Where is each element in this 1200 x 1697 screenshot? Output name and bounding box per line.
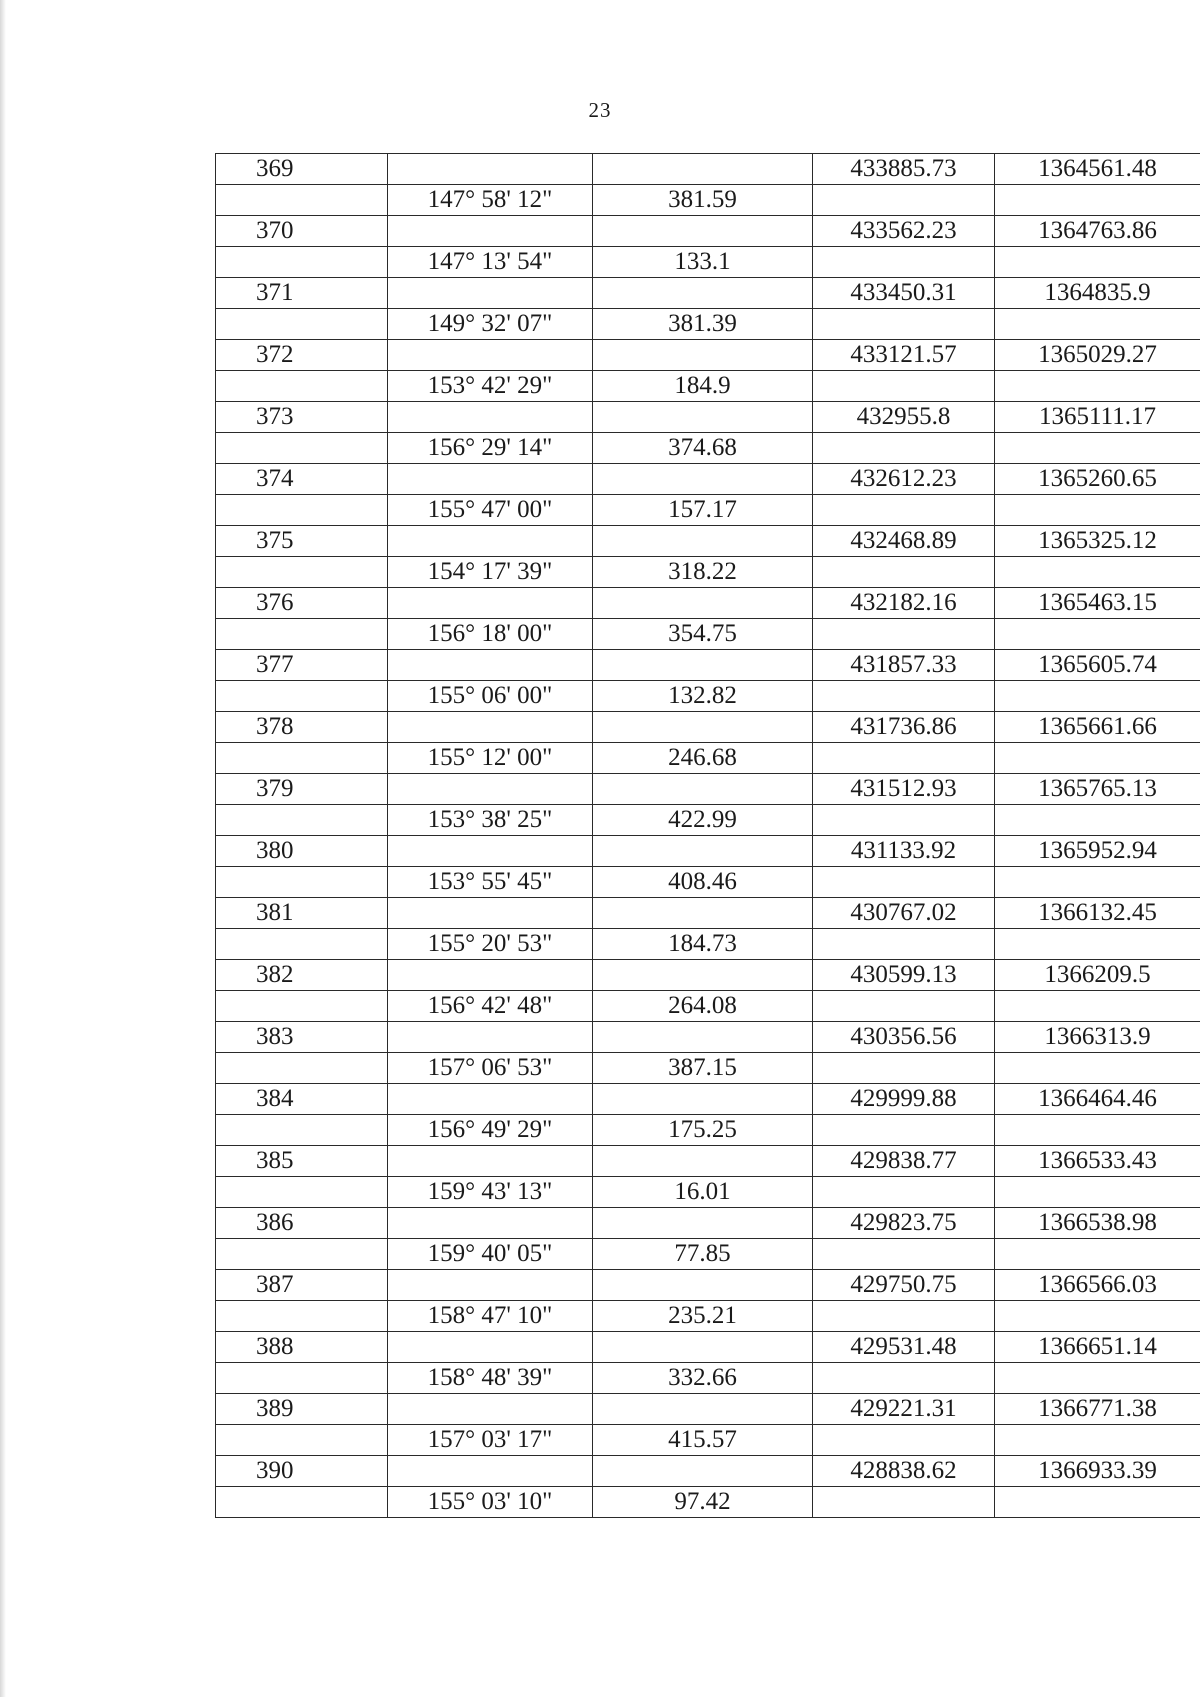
distance-cell: 264.08 bbox=[593, 991, 813, 1022]
leg-row bbox=[216, 1239, 1200, 1270]
northing-cell: 1365952.94 bbox=[995, 836, 1200, 867]
easting-cell: 433450.31 bbox=[813, 278, 995, 309]
leg-row bbox=[216, 867, 1200, 898]
bearing-cell: 153° 55' 45" bbox=[388, 867, 593, 898]
point-row bbox=[216, 526, 1200, 557]
northing-cell: 1365765.13 bbox=[995, 774, 1200, 805]
point-id-cell: 374 bbox=[216, 464, 388, 495]
empty-point-cell bbox=[216, 805, 388, 836]
northing-cell: 1366933.39 bbox=[995, 1456, 1200, 1487]
empty-point-cell bbox=[216, 1239, 388, 1270]
empty-easting-cell bbox=[813, 743, 995, 774]
distance-cell: 157.17 bbox=[593, 495, 813, 526]
empty-easting-cell bbox=[813, 929, 995, 960]
point-row bbox=[216, 898, 1200, 929]
bearing-cell: 153° 42' 29" bbox=[388, 371, 593, 402]
empty-distance-cell bbox=[593, 898, 813, 929]
point-row bbox=[216, 1208, 1200, 1239]
easting-cell: 432955.8 bbox=[813, 402, 995, 433]
empty-distance-cell bbox=[593, 154, 813, 185]
northing-cell: 1366533.43 bbox=[995, 1146, 1200, 1177]
northing-cell: 1364763.86 bbox=[995, 216, 1200, 247]
leg-row bbox=[216, 619, 1200, 650]
leg-row bbox=[216, 1425, 1200, 1456]
easting-cell: 431857.33 bbox=[813, 650, 995, 681]
northing-cell: 1365111.17 bbox=[995, 402, 1200, 433]
bearing-cell: 156° 49' 29" bbox=[388, 1115, 593, 1146]
empty-northing-cell bbox=[995, 929, 1200, 960]
distance-cell: 175.25 bbox=[593, 1115, 813, 1146]
bearing-cell: 147° 13' 54" bbox=[388, 247, 593, 278]
northing-cell: 1364835.9 bbox=[995, 278, 1200, 309]
easting-cell: 433562.23 bbox=[813, 216, 995, 247]
easting-cell: 431512.93 bbox=[813, 774, 995, 805]
northing-cell: 1365463.15 bbox=[995, 588, 1200, 619]
leg-row bbox=[216, 495, 1200, 526]
empty-distance-cell bbox=[593, 774, 813, 805]
empty-easting-cell bbox=[813, 371, 995, 402]
distance-cell: 97.42 bbox=[593, 1487, 813, 1518]
point-row bbox=[216, 1456, 1200, 1487]
empty-point-cell bbox=[216, 495, 388, 526]
scan-edge-shadow bbox=[0, 0, 6, 1697]
easting-cell: 430599.13 bbox=[813, 960, 995, 991]
bearing-cell: 157° 06' 53" bbox=[388, 1053, 593, 1084]
easting-cell: 432182.16 bbox=[813, 588, 995, 619]
bearing-cell: 149° 32' 07" bbox=[388, 309, 593, 340]
empty-bearing-cell bbox=[388, 960, 593, 991]
empty-distance-cell bbox=[593, 464, 813, 495]
empty-northing-cell bbox=[995, 495, 1200, 526]
empty-easting-cell bbox=[813, 1239, 995, 1270]
empty-bearing-cell bbox=[388, 1084, 593, 1115]
empty-easting-cell bbox=[813, 1487, 995, 1518]
empty-point-cell bbox=[216, 1115, 388, 1146]
northing-cell: 1366566.03 bbox=[995, 1270, 1200, 1301]
northing-cell: 1365260.65 bbox=[995, 464, 1200, 495]
easting-cell: 431736.86 bbox=[813, 712, 995, 743]
point-id-cell: 373 bbox=[216, 402, 388, 433]
empty-easting-cell bbox=[813, 1301, 995, 1332]
empty-distance-cell bbox=[593, 1332, 813, 1363]
leg-row bbox=[216, 371, 1200, 402]
empty-distance-cell bbox=[593, 1084, 813, 1115]
northing-cell: 1366771.38 bbox=[995, 1394, 1200, 1425]
point-id-cell: 372 bbox=[216, 340, 388, 371]
empty-distance-cell bbox=[593, 1270, 813, 1301]
point-row bbox=[216, 1332, 1200, 1363]
empty-northing-cell bbox=[995, 1487, 1200, 1518]
empty-northing-cell bbox=[995, 991, 1200, 1022]
distance-cell: 381.59 bbox=[593, 185, 813, 216]
bearing-cell: 155° 06' 00" bbox=[388, 681, 593, 712]
empty-easting-cell bbox=[813, 1363, 995, 1394]
point-id-cell: 382 bbox=[216, 960, 388, 991]
empty-point-cell bbox=[216, 867, 388, 898]
empty-easting-cell bbox=[813, 805, 995, 836]
easting-cell: 432612.23 bbox=[813, 464, 995, 495]
point-id-cell: 381 bbox=[216, 898, 388, 929]
leg-row bbox=[216, 991, 1200, 1022]
bearing-cell: 155° 47' 00" bbox=[388, 495, 593, 526]
bearing-cell: 159° 40' 05" bbox=[388, 1239, 593, 1270]
northing-cell: 1364561.48 bbox=[995, 154, 1200, 185]
leg-row bbox=[216, 929, 1200, 960]
distance-cell: 132.82 bbox=[593, 681, 813, 712]
point-id-cell: 385 bbox=[216, 1146, 388, 1177]
point-id-cell: 388 bbox=[216, 1332, 388, 1363]
empty-bearing-cell bbox=[388, 1332, 593, 1363]
northing-cell: 1366132.45 bbox=[995, 898, 1200, 929]
leg-row bbox=[216, 1053, 1200, 1084]
point-row bbox=[216, 1084, 1200, 1115]
empty-distance-cell bbox=[593, 340, 813, 371]
northing-cell: 1366313.9 bbox=[995, 1022, 1200, 1053]
empty-point-cell bbox=[216, 681, 388, 712]
empty-northing-cell bbox=[995, 743, 1200, 774]
distance-cell: 318.22 bbox=[593, 557, 813, 588]
leg-row bbox=[216, 1487, 1200, 1518]
empty-easting-cell bbox=[813, 557, 995, 588]
empty-easting-cell bbox=[813, 185, 995, 216]
distance-cell: 422.99 bbox=[593, 805, 813, 836]
empty-distance-cell bbox=[593, 836, 813, 867]
empty-bearing-cell bbox=[388, 402, 593, 433]
leg-row bbox=[216, 805, 1200, 836]
empty-northing-cell bbox=[995, 247, 1200, 278]
northing-cell: 1365029.27 bbox=[995, 340, 1200, 371]
bearing-cell: 159° 43' 13" bbox=[388, 1177, 593, 1208]
empty-point-cell bbox=[216, 1425, 388, 1456]
empty-bearing-cell bbox=[388, 1394, 593, 1425]
empty-easting-cell bbox=[813, 247, 995, 278]
easting-cell: 429838.77 bbox=[813, 1146, 995, 1177]
empty-point-cell bbox=[216, 743, 388, 774]
empty-northing-cell bbox=[995, 557, 1200, 588]
distance-cell: 246.68 bbox=[593, 743, 813, 774]
bearing-cell: 158° 48' 39" bbox=[388, 1363, 593, 1394]
empty-distance-cell bbox=[593, 588, 813, 619]
easting-cell: 429999.88 bbox=[813, 1084, 995, 1115]
point-row bbox=[216, 1022, 1200, 1053]
bearing-cell: 155° 12' 00" bbox=[388, 743, 593, 774]
empty-point-cell bbox=[216, 1301, 388, 1332]
point-row bbox=[216, 836, 1200, 867]
empty-easting-cell bbox=[813, 681, 995, 712]
empty-easting-cell bbox=[813, 433, 995, 464]
northing-cell: 1365325.12 bbox=[995, 526, 1200, 557]
empty-easting-cell bbox=[813, 1053, 995, 1084]
point-row bbox=[216, 340, 1200, 371]
leg-row bbox=[216, 185, 1200, 216]
empty-northing-cell bbox=[995, 681, 1200, 712]
point-id-cell: 375 bbox=[216, 526, 388, 557]
distance-cell: 184.73 bbox=[593, 929, 813, 960]
empty-northing-cell bbox=[995, 371, 1200, 402]
empty-bearing-cell bbox=[388, 216, 593, 247]
point-id-cell: 371 bbox=[216, 278, 388, 309]
empty-northing-cell bbox=[995, 309, 1200, 340]
easting-cell: 429221.31 bbox=[813, 1394, 995, 1425]
easting-cell: 429750.75 bbox=[813, 1270, 995, 1301]
empty-point-cell bbox=[216, 619, 388, 650]
point-id-cell: 369 bbox=[216, 154, 388, 185]
bearing-cell: 153° 38' 25" bbox=[388, 805, 593, 836]
point-row bbox=[216, 588, 1200, 619]
northing-cell: 1366209.5 bbox=[995, 960, 1200, 991]
leg-row bbox=[216, 1301, 1200, 1332]
point-row bbox=[216, 774, 1200, 805]
coordinate-table-body bbox=[216, 154, 1200, 1518]
empty-northing-cell bbox=[995, 1239, 1200, 1270]
northing-cell: 1365661.66 bbox=[995, 712, 1200, 743]
distance-cell: 387.15 bbox=[593, 1053, 813, 1084]
empty-point-cell bbox=[216, 1053, 388, 1084]
empty-bearing-cell bbox=[388, 588, 593, 619]
empty-bearing-cell bbox=[388, 464, 593, 495]
leg-row bbox=[216, 681, 1200, 712]
empty-easting-cell bbox=[813, 619, 995, 650]
bearing-cell: 147° 58' 12" bbox=[388, 185, 593, 216]
point-id-cell: 378 bbox=[216, 712, 388, 743]
empty-bearing-cell bbox=[388, 774, 593, 805]
bearing-cell: 155° 03' 10" bbox=[388, 1487, 593, 1518]
empty-easting-cell bbox=[813, 867, 995, 898]
empty-distance-cell bbox=[593, 1146, 813, 1177]
empty-point-cell bbox=[216, 557, 388, 588]
point-id-cell: 377 bbox=[216, 650, 388, 681]
empty-bearing-cell bbox=[388, 1146, 593, 1177]
empty-easting-cell bbox=[813, 1115, 995, 1146]
point-row bbox=[216, 1146, 1200, 1177]
distance-cell: 77.85 bbox=[593, 1239, 813, 1270]
bearing-cell: 156° 18' 00" bbox=[388, 619, 593, 650]
northing-cell: 1366464.46 bbox=[995, 1084, 1200, 1115]
empty-northing-cell bbox=[995, 1177, 1200, 1208]
empty-distance-cell bbox=[593, 1208, 813, 1239]
empty-bearing-cell bbox=[388, 898, 593, 929]
empty-point-cell bbox=[216, 1177, 388, 1208]
point-id-cell: 376 bbox=[216, 588, 388, 619]
point-id-cell: 384 bbox=[216, 1084, 388, 1115]
point-row bbox=[216, 960, 1200, 991]
coordinate-table bbox=[215, 153, 1200, 1518]
empty-northing-cell bbox=[995, 1301, 1200, 1332]
empty-point-cell bbox=[216, 991, 388, 1022]
empty-northing-cell bbox=[995, 1425, 1200, 1456]
northing-cell: 1365605.74 bbox=[995, 650, 1200, 681]
point-id-cell: 389 bbox=[216, 1394, 388, 1425]
leg-row bbox=[216, 1363, 1200, 1394]
point-id-cell: 383 bbox=[216, 1022, 388, 1053]
distance-cell: 354.75 bbox=[593, 619, 813, 650]
point-row bbox=[216, 712, 1200, 743]
distance-cell: 415.57 bbox=[593, 1425, 813, 1456]
empty-point-cell bbox=[216, 1363, 388, 1394]
point-id-cell: 390 bbox=[216, 1456, 388, 1487]
empty-bearing-cell bbox=[388, 1022, 593, 1053]
empty-easting-cell bbox=[813, 991, 995, 1022]
easting-cell: 432468.89 bbox=[813, 526, 995, 557]
point-row bbox=[216, 1270, 1200, 1301]
point-row bbox=[216, 278, 1200, 309]
distance-cell: 374.68 bbox=[593, 433, 813, 464]
empty-distance-cell bbox=[593, 216, 813, 247]
empty-bearing-cell bbox=[388, 154, 593, 185]
empty-northing-cell bbox=[995, 433, 1200, 464]
leg-row bbox=[216, 1177, 1200, 1208]
northing-cell: 1366538.98 bbox=[995, 1208, 1200, 1239]
bearing-cell: 154° 17' 39" bbox=[388, 557, 593, 588]
empty-distance-cell bbox=[593, 402, 813, 433]
empty-distance-cell bbox=[593, 1394, 813, 1425]
northing-cell: 1366651.14 bbox=[995, 1332, 1200, 1363]
page-number: 23 bbox=[588, 98, 612, 122]
bearing-cell: 157° 03' 17" bbox=[388, 1425, 593, 1456]
empty-northing-cell bbox=[995, 619, 1200, 650]
distance-cell: 235.21 bbox=[593, 1301, 813, 1332]
easting-cell: 428838.62 bbox=[813, 1456, 995, 1487]
point-id-cell: 370 bbox=[216, 216, 388, 247]
empty-easting-cell bbox=[813, 1425, 995, 1456]
leg-row bbox=[216, 743, 1200, 774]
bearing-cell: 158° 47' 10" bbox=[388, 1301, 593, 1332]
point-row bbox=[216, 650, 1200, 681]
empty-bearing-cell bbox=[388, 836, 593, 867]
point-row bbox=[216, 216, 1200, 247]
empty-distance-cell bbox=[593, 1022, 813, 1053]
empty-point-cell bbox=[216, 309, 388, 340]
point-row bbox=[216, 402, 1200, 433]
empty-northing-cell bbox=[995, 1363, 1200, 1394]
easting-cell: 429531.48 bbox=[813, 1332, 995, 1363]
distance-cell: 133.1 bbox=[593, 247, 813, 278]
bearing-cell: 156° 29' 14" bbox=[388, 433, 593, 464]
empty-bearing-cell bbox=[388, 278, 593, 309]
empty-distance-cell bbox=[593, 712, 813, 743]
distance-cell: 16.01 bbox=[593, 1177, 813, 1208]
empty-point-cell bbox=[216, 1487, 388, 1518]
easting-cell: 430356.56 bbox=[813, 1022, 995, 1053]
point-row bbox=[216, 464, 1200, 495]
empty-bearing-cell bbox=[388, 650, 593, 681]
distance-cell: 408.46 bbox=[593, 867, 813, 898]
empty-easting-cell bbox=[813, 309, 995, 340]
empty-point-cell bbox=[216, 433, 388, 464]
easting-cell: 433121.57 bbox=[813, 340, 995, 371]
empty-bearing-cell bbox=[388, 1270, 593, 1301]
easting-cell: 430767.02 bbox=[813, 898, 995, 929]
empty-point-cell bbox=[216, 371, 388, 402]
easting-cell: 433885.73 bbox=[813, 154, 995, 185]
leg-row bbox=[216, 247, 1200, 278]
empty-distance-cell bbox=[593, 1456, 813, 1487]
point-id-cell: 380 bbox=[216, 836, 388, 867]
empty-bearing-cell bbox=[388, 712, 593, 743]
empty-distance-cell bbox=[593, 650, 813, 681]
distance-cell: 332.66 bbox=[593, 1363, 813, 1394]
empty-point-cell bbox=[216, 929, 388, 960]
distance-cell: 381.39 bbox=[593, 309, 813, 340]
empty-northing-cell bbox=[995, 1053, 1200, 1084]
empty-bearing-cell bbox=[388, 526, 593, 557]
point-id-cell: 379 bbox=[216, 774, 388, 805]
leg-row bbox=[216, 1115, 1200, 1146]
leg-row bbox=[216, 557, 1200, 588]
empty-northing-cell bbox=[995, 1115, 1200, 1146]
distance-cell: 184.9 bbox=[593, 371, 813, 402]
leg-row bbox=[216, 433, 1200, 464]
bearing-cell: 155° 20' 53" bbox=[388, 929, 593, 960]
point-id-cell: 387 bbox=[216, 1270, 388, 1301]
empty-northing-cell bbox=[995, 867, 1200, 898]
empty-distance-cell bbox=[593, 526, 813, 557]
easting-cell: 431133.92 bbox=[813, 836, 995, 867]
easting-cell: 429823.75 bbox=[813, 1208, 995, 1239]
point-row bbox=[216, 154, 1200, 185]
empty-easting-cell bbox=[813, 495, 995, 526]
bearing-cell: 156° 42' 48" bbox=[388, 991, 593, 1022]
empty-bearing-cell bbox=[388, 1456, 593, 1487]
point-id-cell: 386 bbox=[216, 1208, 388, 1239]
empty-point-cell bbox=[216, 247, 388, 278]
empty-distance-cell bbox=[593, 278, 813, 309]
empty-northing-cell bbox=[995, 185, 1200, 216]
empty-distance-cell bbox=[593, 960, 813, 991]
empty-easting-cell bbox=[813, 1177, 995, 1208]
empty-bearing-cell bbox=[388, 340, 593, 371]
empty-northing-cell bbox=[995, 805, 1200, 836]
leg-row bbox=[216, 309, 1200, 340]
empty-point-cell bbox=[216, 185, 388, 216]
point-row bbox=[216, 1394, 1200, 1425]
empty-bearing-cell bbox=[388, 1208, 593, 1239]
